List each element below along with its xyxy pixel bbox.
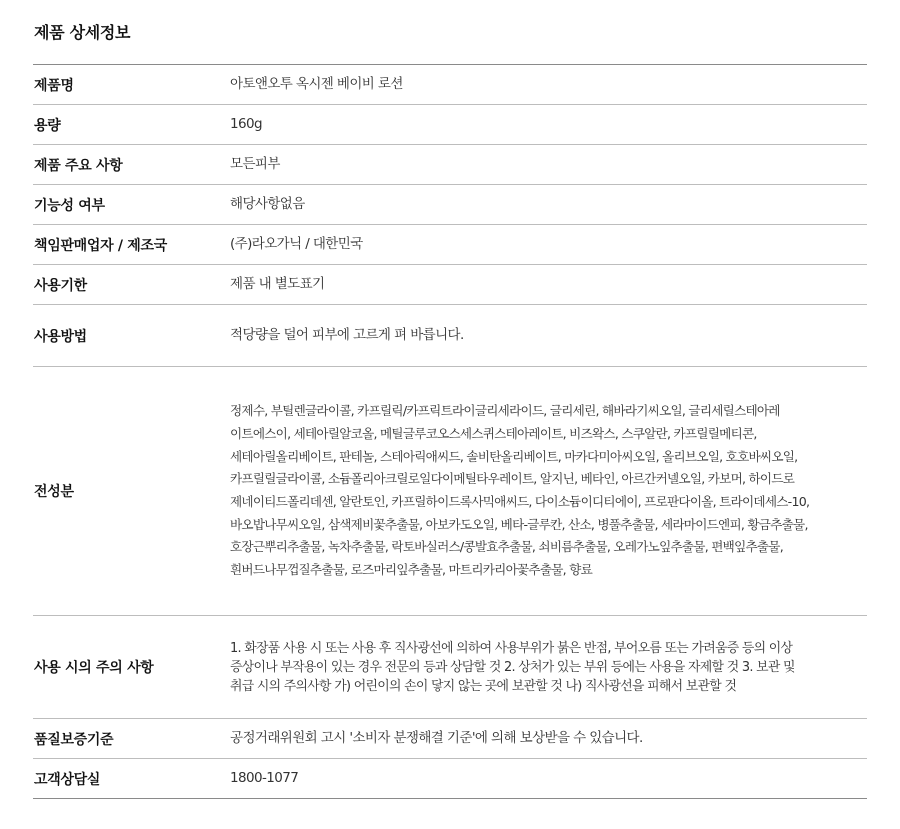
row-value: (주)라오가닉 / 대한민국 (230, 236, 363, 253)
row-label: 기능성 여부 (34, 197, 105, 214)
text-line: 제네이티드폴리데센, 알란토인, 카프릴하이드록사믹애씨드, 다이소듐이디티에이, 프로판다이올, 트라이데세스-10, (230, 494, 810, 509)
row-value: 모든피부 (230, 156, 280, 173)
row-value: 160g (230, 116, 262, 133)
ingredients-text (230, 400, 867, 582)
row-seller-country (33, 225, 867, 265)
text-line: 취급 시의 주의사항 가) 어린이의 손이 닿지 않는 곳에 보관할 것 나) 직사광선을 피해서 보관할 것 (230, 678, 737, 694)
row-value: 아토앤오투 옥시젠 베이비 로션 (230, 76, 403, 93)
row-label: 제품명 (34, 77, 74, 94)
text-line: 증상이나 부작용이 있는 경우 전문의 등과 상담할 것 2. 상처가 있는 부위 등에는 사용을 자제할 것 3. 보관 및 (230, 659, 795, 675)
row-expiry (33, 265, 867, 305)
row-value: 해당사항없음 (230, 196, 305, 213)
row-label: 사용기한 (34, 277, 87, 294)
text-line: 이트에스이, 세테아릴알코올, 메틸글루코오스세스퀴스테아레이트, 비즈왁스, 스쿠알란, 카프릴릴메티콘, (230, 425, 757, 441)
row-label: 전성분 (34, 484, 74, 500)
row-functional (33, 185, 867, 225)
row-value: 제품 내 별도표기 (230, 276, 325, 293)
row-product-name (33, 65, 867, 105)
text-line: 흰버드나무껍질추출물, 로즈마리잎추출물, 마트리카리아꽃추출물, 향료 (230, 562, 592, 578)
row-value: 공정거래위원회 고시 '소비자 분쟁해결 기준'에 의해 보상받을 수 있습니다. (230, 730, 643, 747)
text-line: 정제수, 부틸렌글라이콜, 카프릴릭/카프릭트라이글리세라이드, 글리세린, 해바라기씨오일, 글리세릴스테아레 (230, 403, 780, 419)
section-title: 제품 상세정보 (34, 23, 131, 42)
text-line: 바오밥나무씨오일, 삼색제비꽃추출물, 아보카도오일, 베타-글루칸, 산소, 병풀추출물, 세라마이드엔피, 황금추출물, (230, 516, 808, 532)
row-label: 사용 시의 주의 사항 (34, 660, 154, 676)
row-value: 적당량을 덜어 피부에 고르게 펴 바릅니다. (230, 327, 464, 344)
text-line: 1. 화장품 사용 시 또는 사용 후 직사광선에 의하여 사용부위가 붉은 반점, 부어오름 또는 가려움증 등의 이상 (230, 640, 793, 656)
row-label: 제품 주요 사항 (34, 157, 123, 174)
text-line: 세테아릴올리베이트, 판테놀, 스테아릭애씨드, 솔비탄올리베이트, 마카다미아씨오일, 올리브오일, 호호바씨오일, (230, 448, 798, 464)
row-cautions (33, 616, 867, 719)
row-volume (33, 105, 867, 145)
cautions-text (230, 639, 867, 696)
text-line: 카프릴릴글라이콜, 소듐폴리아크릴로일다이메틸타우레이트, 알지닌, 베타인, 아르간커넬오일, 카보머, 하이드로 (230, 471, 795, 487)
row-value: 1800-1077 (230, 770, 299, 787)
text-line: 호장근뿌리추출물, 녹차추출물, 락토바실러스/콩발효추출물, 쇠비름추출물, 오레가노잎추출물, 편백잎추출물, (230, 539, 783, 555)
row-label: 용량 (34, 117, 61, 134)
row-label: 사용방법 (34, 328, 87, 345)
row-quality-guarantee (33, 719, 867, 759)
row-label: 고객상담실 (34, 771, 101, 788)
row-key-features (33, 145, 867, 185)
row-label: 책임판매업자 / 제조국 (34, 237, 167, 254)
row-usage (33, 305, 867, 367)
row-label: 품질보증기준 (34, 731, 114, 748)
product-info-table (33, 64, 867, 799)
row-ingredients (33, 367, 867, 616)
row-customer-service (33, 759, 867, 799)
